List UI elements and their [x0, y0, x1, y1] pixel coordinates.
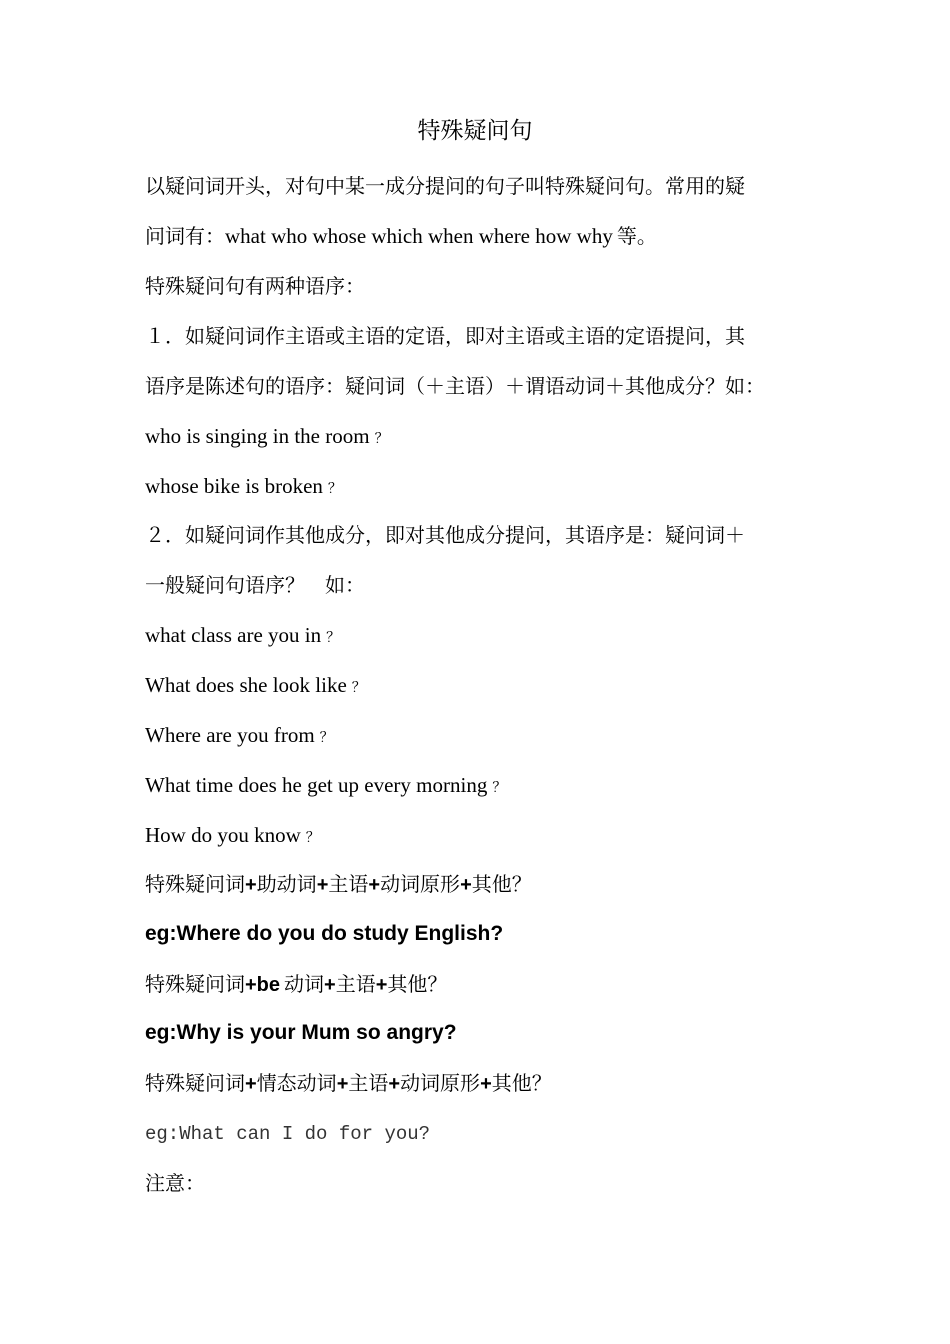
formula-part: 动词: [284, 972, 325, 996]
page-title: 特殊疑问句: [417, 118, 533, 144]
plus-sign: +: [316, 874, 329, 896]
rule2-example-2: [145, 671, 366, 702]
question-mark: ？: [374, 431, 389, 447]
plus-sign: +: [368, 874, 381, 896]
formula-part: 动词原形: [400, 1071, 481, 1095]
rule1-line-1: １．如疑问词作主语或主语的定语，即对主语或主语的定语提问，其: [145, 324, 745, 348]
order-heading: 特殊疑问句有两种语序：: [145, 274, 365, 298]
example-text: whose bike is broken: [145, 474, 323, 498]
formula-part: 助动词: [256, 872, 317, 896]
example-text: How do you know: [145, 823, 301, 847]
pattern3-formula: [145, 1069, 552, 1098]
plus-sign: +: [375, 974, 388, 996]
rule1-example-2: [145, 472, 342, 503]
formula-part: 其他？: [387, 972, 448, 996]
rule1-line-2: 语序是陈述句的语序：疑问词（＋主语）＋谓语动词＋其他成分？如：: [145, 374, 765, 398]
example-text: What time does he get up every morning: [145, 773, 488, 797]
plus-sign: +: [460, 874, 472, 896]
plus-sign: +: [245, 874, 257, 896]
intro-line-2-cn: 问词有：: [145, 224, 225, 248]
rule1-example-1: [145, 422, 389, 453]
intro-line-2: [145, 222, 657, 250]
pattern2-formula: [145, 970, 447, 999]
question-mark: ？: [492, 780, 507, 796]
formula-part: 特殊疑问词: [145, 972, 245, 996]
plus-sign: +: [480, 1073, 492, 1095]
formula-part: 特殊疑问词: [145, 1071, 245, 1095]
rule2-example-4: [145, 771, 506, 802]
plus-sign: +: [336, 1073, 349, 1095]
plus-sign: +: [324, 974, 336, 996]
formula-part: 其他？: [471, 872, 532, 896]
formula-part: 主语: [328, 872, 369, 896]
pattern2-example: eg:Why is your Mum so angry?: [145, 1021, 457, 1044]
formula-part: 特殊疑问词: [145, 872, 245, 896]
pattern3-example: eg:What can I do for you?: [145, 1123, 431, 1145]
be-verb: +be: [245, 974, 281, 996]
pattern1-example: eg:Where do you do study English?: [145, 922, 504, 945]
intro-line-2-tail: 等。: [616, 224, 657, 248]
question-mark: ？: [319, 730, 334, 746]
example-text: what class are you in: [145, 623, 322, 647]
rule2-example-3: [145, 721, 334, 752]
rule2-example-5: [145, 821, 320, 852]
pattern1-formula: [145, 870, 532, 899]
formula-part: 主语: [348, 1071, 389, 1095]
question-mark: ？: [327, 481, 342, 497]
plus-sign: +: [388, 1073, 401, 1095]
example-text: What does she look like: [145, 673, 347, 697]
formula-part: 其他？: [491, 1071, 552, 1095]
note-label: 注意：: [145, 1171, 205, 1195]
formula-part: 情态动词: [256, 1071, 337, 1095]
question-mark: ？: [305, 830, 320, 846]
formula-part: 主语: [335, 972, 376, 996]
question-words: what who whose which when where how why: [225, 224, 613, 248]
intro-line-1: 以疑问词开头，对句中某一成分提问的句子叫特殊疑问句。常用的疑: [145, 174, 745, 198]
formula-part: 动词原形: [380, 872, 461, 896]
question-mark: ？: [326, 630, 341, 646]
example-text: Where are you from: [145, 723, 315, 747]
rule2-line-1: ２．如疑问词作其他成分，即对其他成分提问，其语序是：疑问词＋: [145, 523, 745, 547]
plus-sign: +: [245, 1073, 257, 1095]
example-text: who is singing in the room: [145, 424, 370, 448]
rule2-example-1: [145, 621, 340, 652]
question-mark: ？: [351, 680, 366, 696]
rule2-line-2: 一般疑问句语序？ 如：: [145, 573, 365, 597]
